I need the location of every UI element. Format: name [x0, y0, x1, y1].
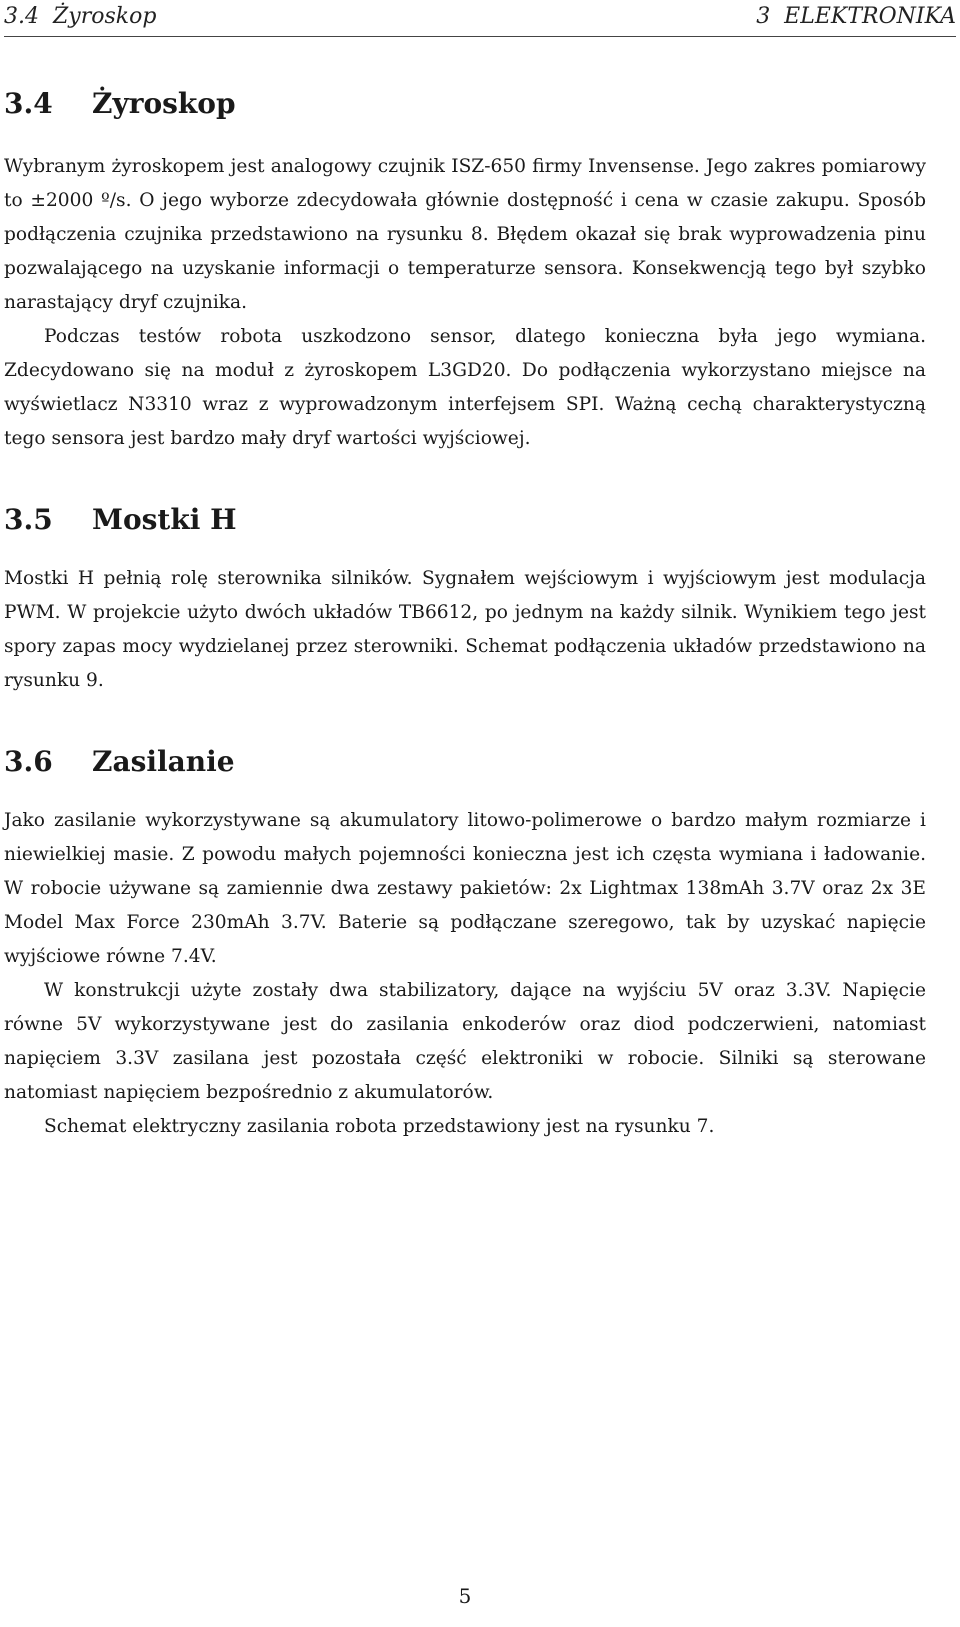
paragraph: Podczas testów robota uszkodzono sensor, dlatego konieczna była jego wymiana. Zdecydowano się na moduł z żyroskopem L3GD20. Do podłączenia wykorzystano miejsce na wyświetlacz N3310 wraz z wyprowadzonym interfejsem SPI. Ważną cechą charakterystyczną tego sensora jest bardzo mały dryf wartości wyjściowej. — [4, 326, 926, 449]
running-header-chapter: 3 ELEKTRONIKA — [756, 4, 956, 29]
paragraph: Jako zasilanie wykorzystywane są akumulatory litowo-polimerowe o bardzo małym rozmiarze i niewielkiej masie. Z powodu małych pojemności konieczna jest ich częsta wymiana i ładowanie. W robocie używane są zamiennie dwa zestawy pakietów: 2x Lightmax 138mAh 3.7V oraz 2x 3E Model Max Force 230mAh 3.7V. Baterie są podłączane szeregowo, tak by uzyskać napięcie wyjściowe równe 7.4V. — [4, 810, 926, 967]
section-number: 3.5 — [4, 503, 53, 536]
page-body — [4, 86, 926, 1144]
section-heading-mostki-h — [4, 502, 926, 538]
page-number: 5 — [458, 1584, 472, 1608]
paragraph: W konstrukcji użyte zostały dwa stabilizatory, dające na wyjściu 5V oraz 3.3V. Napięcie równe 5V wykorzystywane jest do zasilania enkoderów oraz diod podczerwieni, natomiast napięciem 3.3V zasilana jest pozostała część elektroniki w robocie. Silniki są sterowane natomiast napięciem bezpośrednio z akumulatorów. — [4, 980, 926, 1103]
paragraph: Mostki H pełnią rolę sterownika silników. Sygnałem wejściowym i wyjściowym jest modulacja PWM. W projekcie użyto dwóch układów TB6612, po jednym na każdy silnik. Wynikiem tego jest spory zapas mocy wydzielanej przez sterowniki. Schemat podłączenia układów przedstawiono na rysunku 9. — [4, 568, 926, 691]
section-title-text: Żyroskop — [92, 87, 236, 120]
running-header — [4, 2, 956, 36]
section-heading-zasilanie — [4, 744, 926, 780]
paragraph: Wybranym żyroskopem jest analogowy czujnik ISZ-650 firmy Invensense. Jego zakres pomiarowy to ±2000 º/s. O jego wyborze zdecydowała głównie dostępność i cena w czasie zakupu. Sposób podłączenia czujnika przedstawiono na rysunku 8. Błędem okazał się brak wyprowadzenia pinu pozwalającego na uzyskanie informacji o temperaturze sensora. Konsekwencją tego był szybko narastający dryf czujnika. — [4, 156, 926, 313]
section-heading-zyroskop — [4, 86, 926, 122]
section-number: 3.6 — [4, 745, 53, 778]
section-number: 3.4 — [4, 87, 53, 120]
paragraph: Schemat elektryczny zasilania robota przedstawiony jest na rysunku 7. — [44, 1116, 715, 1137]
section-title-text: Zasilanie — [92, 745, 235, 778]
running-header-section: 3.4 Żyroskop — [4, 4, 157, 29]
header-rule — [4, 36, 956, 37]
section-title-text: Mostki H — [92, 503, 237, 536]
